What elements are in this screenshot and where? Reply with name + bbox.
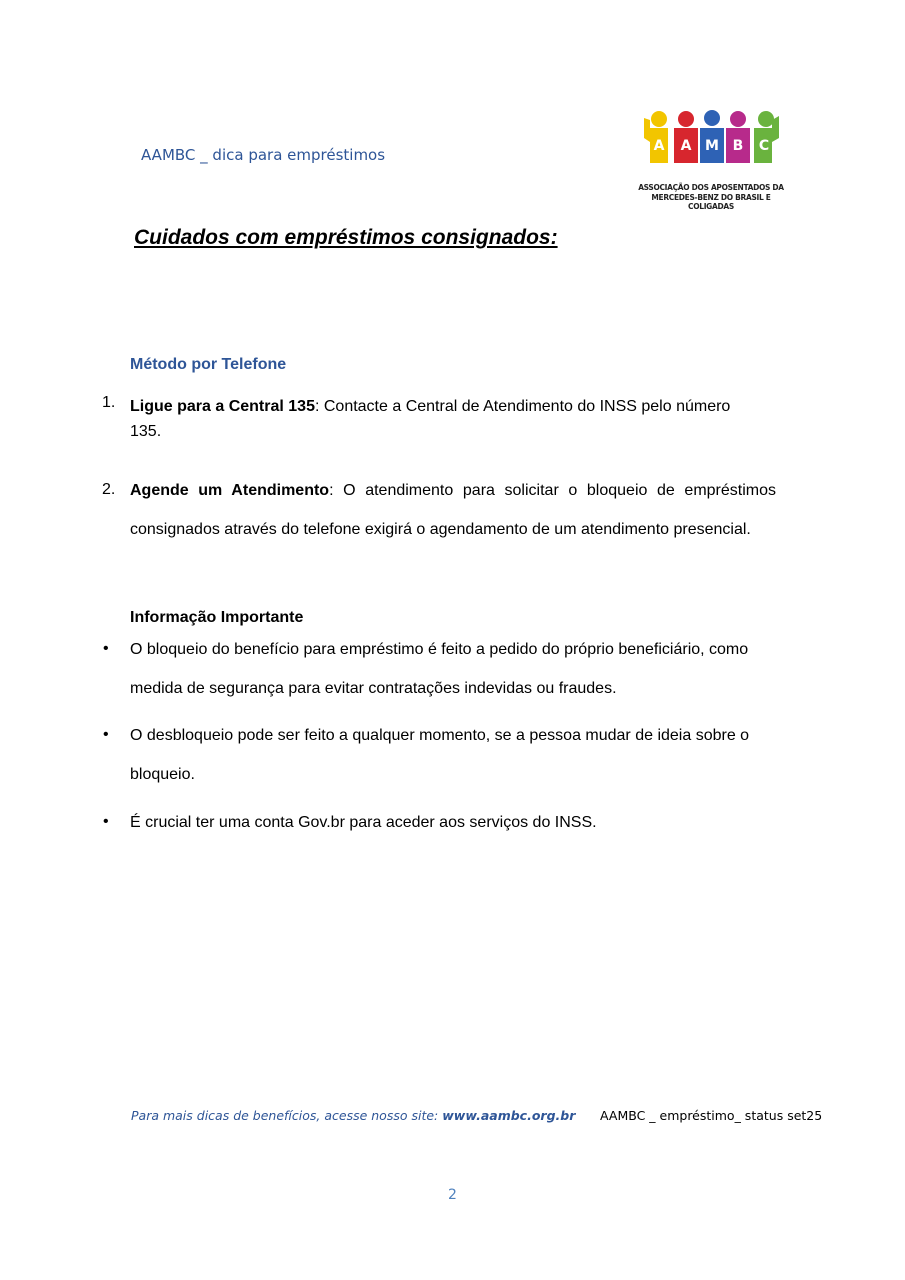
- logo-letter-2: A: [680, 138, 692, 154]
- footer-link[interactable]: www.aambc.org.br: [442, 1108, 576, 1123]
- important-item-3: É crucial ter uma conta Gov.br para aceder aos serviços do INSS.: [130, 814, 597, 831]
- item-1-text-line-2: 135.: [130, 423, 162, 440]
- phone-method-item-1: [130, 394, 770, 444]
- logo-letter-1: A: [653, 138, 665, 154]
- footer-text: Para mais dicas de benefícios, acesse nosso site:: [131, 1108, 443, 1123]
- item-1-text-line-1: : Contacte a Central de Atendimento do INSS pelo número: [314, 398, 731, 415]
- phone-method-item-2: [130, 471, 776, 549]
- logo-caption: [636, 183, 786, 212]
- logo-people-icon: [636, 108, 786, 188]
- header-text: AAMBC _ dica para empréstimos: [141, 146, 386, 164]
- footer-status: AAMBC _ empréstimo_ status set25: [600, 1108, 823, 1123]
- logo-letter-4: B: [732, 138, 744, 154]
- item-1-bold: Ligue para a Central 135: [130, 398, 315, 415]
- item-2-number: 2.: [102, 481, 116, 498]
- bullet-1-icon: •: [103, 640, 109, 657]
- page-number: 2: [448, 1187, 457, 1203]
- logo-letter-3: M: [705, 138, 719, 154]
- item-2-bold: Agende um Atendimento: [130, 482, 330, 499]
- bullet-2-icon: •: [103, 726, 109, 743]
- item-2-text: : O atendimento para solicitar o bloqueio de empréstimos consignados através do telefone exigirá o agendamento de um atendimento presencial.: [130, 482, 777, 538]
- important-heading: Informação Importante: [130, 609, 304, 626]
- bullet-3-icon: •: [103, 813, 109, 830]
- important-item-2: O desbloqueio pode ser feito a qualquer momento, se a pessoa mudar de ideia sobre o bloqueio.: [130, 727, 750, 783]
- logo-caption-line-1: ASSOCIAÇÃO DOS APOSENTADOS DA: [638, 182, 784, 192]
- footer-site-note: [131, 1108, 575, 1123]
- logo-letter-5: C: [758, 138, 770, 154]
- important-item-1: O bloqueio do benefício para empréstimo é feito a pedido do próprio beneficiário, como medida de segurança para evitar contratações indevidas ou fraudes.: [130, 641, 749, 697]
- page-title: Cuidados com empréstimos consignados:: [134, 226, 558, 249]
- item-1-number: 1.: [102, 394, 116, 411]
- logo-caption-line-2: MERCEDES-BENZ DO BRASIL E COLIGADAS: [651, 191, 771, 211]
- phone-method-heading: Método por Telefone: [130, 356, 287, 373]
